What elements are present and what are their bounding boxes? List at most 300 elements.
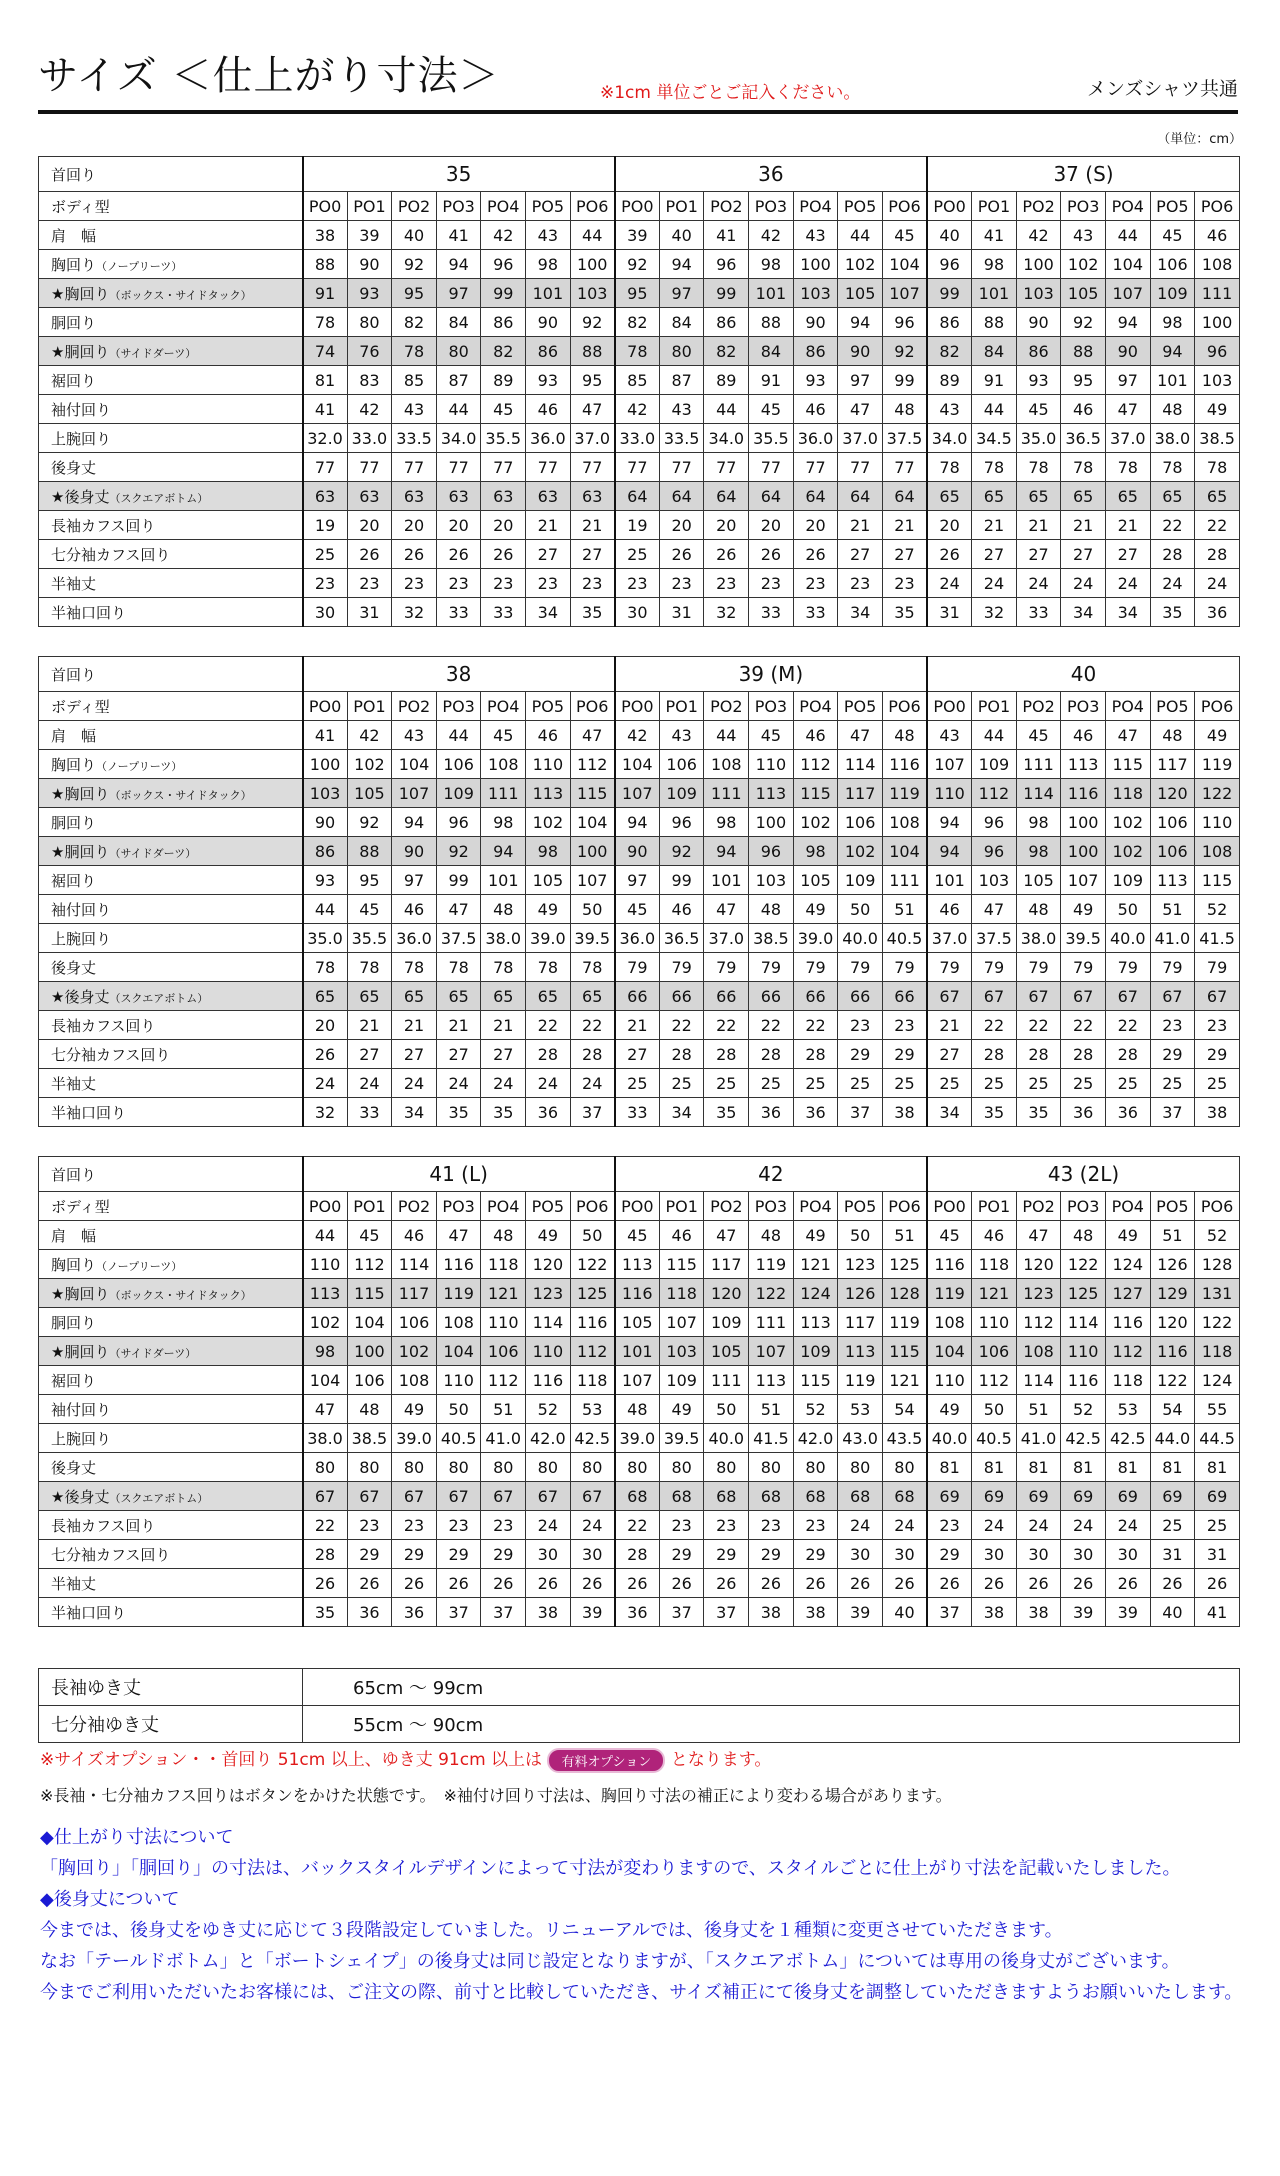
measurement-value: 33 xyxy=(615,1098,660,1127)
measurement-sub: （サイドダーツ） xyxy=(109,1346,197,1360)
measurement-row xyxy=(39,482,1240,511)
measurement-value: 66 xyxy=(659,982,704,1011)
measurement-name: ★胸回り xyxy=(51,784,110,803)
measurement-value: 88 xyxy=(347,837,392,866)
measurement-name: 半袖丈 xyxy=(51,574,97,593)
measurement-value: 90 xyxy=(1105,337,1150,366)
measurement-value: 91 xyxy=(972,366,1017,395)
measurement-row xyxy=(39,1098,1240,1127)
measurement-value: 37 xyxy=(659,1598,704,1627)
measurement-value: 22 xyxy=(1061,1011,1106,1040)
measurement-value: 26 xyxy=(392,1569,437,1598)
measurement-value: 64 xyxy=(793,482,838,511)
measurement-value: 99 xyxy=(436,866,481,895)
measurement-value: 27 xyxy=(526,540,571,569)
measurement-value: 24 xyxy=(1061,569,1106,598)
measurement-value: 23 xyxy=(882,1011,927,1040)
measurement-value: 42.0 xyxy=(793,1424,838,1453)
measurement-name: 半袖丈 xyxy=(51,1074,97,1093)
measurement-value: 26 xyxy=(793,1569,838,1598)
measurement-value: 34 xyxy=(659,1098,704,1127)
measurement-value: 32 xyxy=(972,598,1017,627)
measurement-value: 40 xyxy=(659,221,704,250)
measurement-value: 90 xyxy=(793,308,838,337)
measurement-value: 40 xyxy=(927,221,972,250)
measurement-value: 116 xyxy=(570,1308,615,1337)
measurement-value: 114 xyxy=(392,1250,437,1279)
measurement-value: 49 xyxy=(659,1395,704,1424)
measurement-value: 21 xyxy=(392,1011,437,1040)
measurement-value: 69 xyxy=(1105,1482,1150,1511)
measurement-value: 28 xyxy=(1195,540,1240,569)
measurement-value: 21 xyxy=(882,511,927,540)
measurement-value: 25 xyxy=(1150,1511,1195,1540)
measurement-value: 22 xyxy=(1016,1011,1061,1040)
measurement-value: 79 xyxy=(615,953,660,982)
pattern-code: PO0 xyxy=(927,1192,972,1221)
measurement-value: 103 xyxy=(972,866,1017,895)
measurement-value: 31 xyxy=(927,598,972,627)
measurement-value: 22 xyxy=(1150,511,1195,540)
measurement-value: 95 xyxy=(570,366,615,395)
measurement-value: 46 xyxy=(1061,395,1106,424)
measurement-value: 32.0 xyxy=(303,424,348,453)
pattern-code: PO0 xyxy=(303,192,348,221)
measurement-value: 29 xyxy=(392,1540,437,1569)
measurement-value: 66 xyxy=(704,982,749,1011)
measurement-value: 33.5 xyxy=(392,424,437,453)
measurement-value: 40.0 xyxy=(704,1424,749,1453)
measurement-value: 84 xyxy=(436,308,481,337)
measurement-value: 41 xyxy=(303,721,348,750)
measurement-sub: （ノープリーツ） xyxy=(96,1259,183,1273)
measurement-value: 51 xyxy=(481,1395,526,1424)
measurement-value: 42.5 xyxy=(1061,1424,1106,1453)
measurement-value: 78 xyxy=(1016,453,1061,482)
measurement-value: 104 xyxy=(392,750,437,779)
pattern-code: PO4 xyxy=(793,692,838,721)
measurement-value: 28 xyxy=(1105,1040,1150,1069)
measurement-value: 25 xyxy=(615,540,660,569)
measurement-value: 86 xyxy=(526,337,571,366)
measurement-value: 47 xyxy=(1105,395,1150,424)
measurement-value: 34.0 xyxy=(927,424,972,453)
sleeve-row xyxy=(39,1669,1240,1706)
pattern-code: PO1 xyxy=(347,192,392,221)
measurement-value: 43 xyxy=(526,221,571,250)
measurement-sub: （スクエアボトム） xyxy=(109,491,209,505)
measurement-value: 64 xyxy=(749,482,794,511)
measurement-value: 92 xyxy=(615,250,660,279)
measurement-value: 79 xyxy=(793,953,838,982)
measurement-value: 112 xyxy=(347,1250,392,1279)
body-label: ボディ型 xyxy=(39,1192,303,1221)
measurement-sub: （スクエアボトム） xyxy=(109,991,209,1005)
pattern-code: PO3 xyxy=(749,192,794,221)
measurement-value: 109 xyxy=(972,750,1017,779)
measurement-value: 67 xyxy=(972,982,1017,1011)
measurement-value: 96 xyxy=(749,837,794,866)
measurement-value: 104 xyxy=(436,1337,481,1366)
measurement-value: 98 xyxy=(793,837,838,866)
measurement-value: 67 xyxy=(526,1482,571,1511)
measurement-value: 23 xyxy=(303,569,348,598)
measurement-label xyxy=(39,569,303,598)
measurement-value: 23 xyxy=(793,1511,838,1540)
measurement-value: 102 xyxy=(1105,808,1150,837)
measurement-value: 88 xyxy=(570,337,615,366)
measurement-value: 26 xyxy=(927,1569,972,1598)
measurement-value: 29 xyxy=(1195,1040,1240,1069)
measurement-label xyxy=(39,1221,303,1250)
unit-label: （単位：cm） xyxy=(1157,132,1242,147)
measurement-value: 110 xyxy=(526,750,571,779)
measurement-value: 103 xyxy=(659,1337,704,1366)
measurement-value: 30 xyxy=(526,1540,571,1569)
measurement-label xyxy=(39,1337,303,1366)
measurement-value: 42 xyxy=(615,721,660,750)
measurement-value: 28 xyxy=(749,1040,794,1069)
measurement-value: 52 xyxy=(526,1395,571,1424)
neck-size-row xyxy=(39,1157,1240,1192)
measurement-value: 21 xyxy=(927,1011,972,1040)
measurement-value: 49 xyxy=(526,895,571,924)
measurement-value: 39 xyxy=(347,221,392,250)
measurement-value: 44.0 xyxy=(1150,1424,1195,1453)
measurement-value: 28 xyxy=(793,1040,838,1069)
measurement-value: 24 xyxy=(570,1511,615,1540)
measurement-value: 44 xyxy=(838,221,883,250)
pattern-code: PO0 xyxy=(303,692,348,721)
measurement-value: 26 xyxy=(882,1569,927,1598)
measurement-value: 24 xyxy=(1016,569,1061,598)
measurement-value: 106 xyxy=(392,1308,437,1337)
measurement-value: 34.0 xyxy=(704,424,749,453)
measurement-value: 35 xyxy=(303,1598,348,1627)
measurement-value: 27 xyxy=(392,1040,437,1069)
measurement-value: 22 xyxy=(972,1011,1017,1040)
measurement-label xyxy=(39,1482,303,1511)
measurement-value: 77 xyxy=(392,453,437,482)
measurement-value: 85 xyxy=(392,366,437,395)
measurement-value: 79 xyxy=(972,953,1017,982)
measurement-value: 69 xyxy=(1016,1482,1061,1511)
measurement-value: 29 xyxy=(659,1540,704,1569)
measurement-value: 109 xyxy=(436,779,481,808)
measurement-name: ★胸回り xyxy=(51,284,110,303)
measurement-value: 45 xyxy=(1016,395,1061,424)
measurement-value: 112 xyxy=(793,750,838,779)
measurement-value: 80 xyxy=(659,337,704,366)
measurement-row xyxy=(39,837,1240,866)
measurement-value: 48 xyxy=(882,721,927,750)
measurement-value: 87 xyxy=(436,366,481,395)
measurement-value: 43.5 xyxy=(882,1424,927,1453)
measurement-value: 20 xyxy=(927,511,972,540)
measurement-name: 裾回り xyxy=(51,371,97,390)
measurement-value: 108 xyxy=(392,1366,437,1395)
sleeve-value: 55cm 〜 90cm xyxy=(303,1706,1240,1743)
measurement-value: 29 xyxy=(347,1540,392,1569)
pattern-code: PO5 xyxy=(526,192,571,221)
measurement-value: 29 xyxy=(882,1040,927,1069)
measurement-value: 27 xyxy=(615,1040,660,1069)
measurement-value: 128 xyxy=(1195,1250,1240,1279)
pattern-code: PO6 xyxy=(882,1192,927,1221)
pattern-code: PO5 xyxy=(526,1192,571,1221)
measurement-value: 76 xyxy=(347,337,392,366)
measurement-value: 30 xyxy=(882,1540,927,1569)
measurement-value: 23 xyxy=(793,569,838,598)
pattern-code: PO2 xyxy=(392,692,437,721)
measurement-value: 108 xyxy=(1195,837,1240,866)
measurement-value: 100 xyxy=(1195,308,1240,337)
measurement-value: 106 xyxy=(659,750,704,779)
measurement-value: 100 xyxy=(793,250,838,279)
measurement-value: 34 xyxy=(392,1098,437,1127)
sleeve-length-table xyxy=(38,1668,1240,1743)
neck-size: 36 xyxy=(615,157,927,192)
measurement-value: 107 xyxy=(615,779,660,808)
measurement-row xyxy=(39,1221,1240,1250)
measurement-value: 37.0 xyxy=(704,924,749,953)
sleeve-value: 65cm 〜 99cm xyxy=(303,1669,1240,1706)
measurement-label xyxy=(39,779,303,808)
measurement-value: 21 xyxy=(1016,511,1061,540)
measurement-value: 112 xyxy=(972,1366,1017,1395)
measurement-value: 39.0 xyxy=(392,1424,437,1453)
measurement-value: 41 xyxy=(436,221,481,250)
measurement-value: 26 xyxy=(927,540,972,569)
measurement-value: 34 xyxy=(526,598,571,627)
measurement-value: 39 xyxy=(615,221,660,250)
measurement-value: 25 xyxy=(303,540,348,569)
measurement-value: 100 xyxy=(1016,250,1061,279)
measurement-value: 47 xyxy=(570,721,615,750)
measurement-value: 40.0 xyxy=(1105,924,1150,953)
measurement-value: 81 xyxy=(1016,1453,1061,1482)
measurement-value: 29 xyxy=(436,1540,481,1569)
pattern-code: PO1 xyxy=(972,692,1017,721)
measurement-value: 36 xyxy=(793,1098,838,1127)
measurement-value: 26 xyxy=(1016,1569,1061,1598)
measurement-value: 106 xyxy=(481,1337,526,1366)
measurement-row xyxy=(39,1424,1240,1453)
measurement-value: 52 xyxy=(793,1395,838,1424)
measurement-value: 127 xyxy=(1105,1279,1150,1308)
measurement-value: 47 xyxy=(1105,721,1150,750)
measurement-value: 80 xyxy=(526,1453,571,1482)
measurement-value: 47 xyxy=(436,1221,481,1250)
measurement-value: 93 xyxy=(1016,366,1061,395)
measurement-value: 26 xyxy=(570,1569,615,1598)
measurement-value: 81 xyxy=(927,1453,972,1482)
measurement-name: 後身丈 xyxy=(51,1458,97,1477)
measurement-value: 50 xyxy=(838,895,883,924)
measurement-value: 94 xyxy=(615,808,660,837)
measurement-value: 65 xyxy=(1061,482,1106,511)
measurement-value: 113 xyxy=(615,1250,660,1279)
pattern-code: PO0 xyxy=(615,692,660,721)
measurement-value: 69 xyxy=(1150,1482,1195,1511)
pattern-code: PO3 xyxy=(436,1192,481,1221)
measurement-value: 65 xyxy=(481,982,526,1011)
measurement-value: 47 xyxy=(838,721,883,750)
measurement-value: 26 xyxy=(303,1040,348,1069)
measurement-value: 68 xyxy=(615,1482,660,1511)
neck-size: 41 (L) xyxy=(303,1157,615,1192)
pattern-code: PO6 xyxy=(570,192,615,221)
measurement-row xyxy=(39,598,1240,627)
measurement-value: 31 xyxy=(1195,1540,1240,1569)
measurement-value: 92 xyxy=(436,837,481,866)
measurement-value: 24 xyxy=(526,1069,571,1098)
measurement-name: ★後身丈 xyxy=(51,1487,110,1506)
measurement-value: 122 xyxy=(749,1279,794,1308)
measurement-value: 97 xyxy=(392,866,437,895)
measurement-value: 30 xyxy=(615,598,660,627)
measurement-value: 120 xyxy=(704,1279,749,1308)
measurement-value: 44 xyxy=(704,721,749,750)
measurement-row xyxy=(39,1395,1240,1424)
measurement-value: 23 xyxy=(838,1011,883,1040)
measurement-value: 80 xyxy=(347,308,392,337)
measurement-value: 33 xyxy=(749,598,794,627)
measurement-value: 48 xyxy=(882,395,927,424)
pattern-code: PO0 xyxy=(303,1192,348,1221)
measurement-value: 29 xyxy=(749,1540,794,1569)
measurement-value: 101 xyxy=(927,866,972,895)
measurement-value: 96 xyxy=(972,808,1017,837)
measurement-value: 78 xyxy=(927,453,972,482)
measurement-value: 23 xyxy=(704,1511,749,1540)
measurement-value: 43 xyxy=(659,395,704,424)
measurement-value: 67 xyxy=(347,1482,392,1511)
measurement-value: 45 xyxy=(749,721,794,750)
measurement-value: 27 xyxy=(347,1040,392,1069)
measurement-value: 55 xyxy=(1195,1395,1240,1424)
measurement-value: 109 xyxy=(704,1308,749,1337)
measurement-value: 116 xyxy=(882,750,927,779)
measurement-value: 116 xyxy=(526,1366,571,1395)
measurement-value: 82 xyxy=(481,337,526,366)
measurement-value: 22 xyxy=(1195,511,1240,540)
measurement-value: 96 xyxy=(436,808,481,837)
measurement-value: 116 xyxy=(436,1250,481,1279)
measurement-value: 32 xyxy=(704,598,749,627)
measurement-value: 43 xyxy=(1061,221,1106,250)
measurement-value: 83 xyxy=(347,366,392,395)
measurement-value: 49 xyxy=(392,1395,437,1424)
measurement-value: 45 xyxy=(615,1221,660,1250)
measurement-value: 116 xyxy=(615,1279,660,1308)
measurement-value: 100 xyxy=(570,837,615,866)
measurement-value: 36.0 xyxy=(526,424,571,453)
measurement-value: 110 xyxy=(972,1308,1017,1337)
measurement-value: 45 xyxy=(481,721,526,750)
measurement-value: 118 xyxy=(1105,779,1150,808)
measurement-value: 37 xyxy=(570,1098,615,1127)
measurement-value: 119 xyxy=(1195,750,1240,779)
measurement-value: 27 xyxy=(838,540,883,569)
measurement-value: 120 xyxy=(1016,1250,1061,1279)
measurement-value: 98 xyxy=(1150,308,1195,337)
measurement-value: 46 xyxy=(1195,221,1240,250)
measurement-value: 23 xyxy=(659,569,704,598)
measurement-value: 50 xyxy=(838,1221,883,1250)
measurement-value: 79 xyxy=(1195,953,1240,982)
measurement-value: 44 xyxy=(570,221,615,250)
measurement-value: 27 xyxy=(570,540,615,569)
measurement-value: 124 xyxy=(793,1279,838,1308)
measurement-value: 37.0 xyxy=(838,424,883,453)
measurement-value: 115 xyxy=(1105,750,1150,779)
measurement-value: 50 xyxy=(436,1395,481,1424)
measurement-value: 22 xyxy=(615,1511,660,1540)
measurement-value: 113 xyxy=(838,1337,883,1366)
measurement-value: 67 xyxy=(303,1482,348,1511)
measurement-value: 112 xyxy=(570,750,615,779)
pattern-code: PO3 xyxy=(436,692,481,721)
measurement-value: 81 xyxy=(1150,1453,1195,1482)
measurement-value: 81 xyxy=(972,1453,1017,1482)
paragraph-back-1: 今までは、後身丈をゆき丈に応じて３段階設定していました。リニューアルでは、後身丈を１種類に変更させていただきます。 xyxy=(40,1920,1063,1941)
neck-size: 35 xyxy=(303,157,615,192)
measurement-value: 45 xyxy=(615,895,660,924)
measurement-value: 110 xyxy=(303,1250,348,1279)
measurement-value: 47 xyxy=(704,1221,749,1250)
measurement-name: 裾回り xyxy=(51,871,97,890)
measurement-value: 29 xyxy=(704,1540,749,1569)
measurement-value: 90 xyxy=(347,250,392,279)
measurement-value: 38 xyxy=(793,1598,838,1627)
measurement-name: 七分袖カフス回り xyxy=(51,1545,171,1564)
pattern-code: PO2 xyxy=(392,1192,437,1221)
entry-note: ※1cm 単位ごとご記入ください。 xyxy=(600,83,861,103)
measurement-value: 26 xyxy=(436,540,481,569)
measurement-value: 40.0 xyxy=(838,924,883,953)
pattern-code: PO3 xyxy=(1061,192,1106,221)
measurement-value: 20 xyxy=(793,511,838,540)
measurement-value: 103 xyxy=(1016,279,1061,308)
measurement-value: 33 xyxy=(793,598,838,627)
measurement-value: 46 xyxy=(793,395,838,424)
measurement-value: 114 xyxy=(838,750,883,779)
measurement-value: 23 xyxy=(481,1511,526,1540)
measurement-value: 87 xyxy=(659,366,704,395)
measurement-value: 35 xyxy=(972,1098,1017,1127)
measurement-value: 96 xyxy=(972,837,1017,866)
measurement-value: 80 xyxy=(436,337,481,366)
measurement-name: 長袖カフス回り xyxy=(51,1016,156,1035)
measurement-value: 26 xyxy=(659,540,704,569)
measurement-value: 113 xyxy=(526,779,571,808)
measurement-value: 41.5 xyxy=(1195,924,1240,953)
pattern-code: PO1 xyxy=(972,192,1017,221)
pattern-code: PO2 xyxy=(704,192,749,221)
measurement-value: 45 xyxy=(347,895,392,924)
measurement-value: 28 xyxy=(704,1040,749,1069)
paid-option-badge: 有料オプション xyxy=(547,1748,665,1773)
measurement-value: 77 xyxy=(570,453,615,482)
measurement-value: 101 xyxy=(1150,366,1195,395)
pattern-code: PO2 xyxy=(392,192,437,221)
measurement-value: 21 xyxy=(1061,511,1106,540)
measurement-value: 25 xyxy=(1105,1069,1150,1098)
measurement-value: 103 xyxy=(303,779,348,808)
measurement-value: 98 xyxy=(303,1337,348,1366)
measurement-value: 49 xyxy=(927,1395,972,1424)
